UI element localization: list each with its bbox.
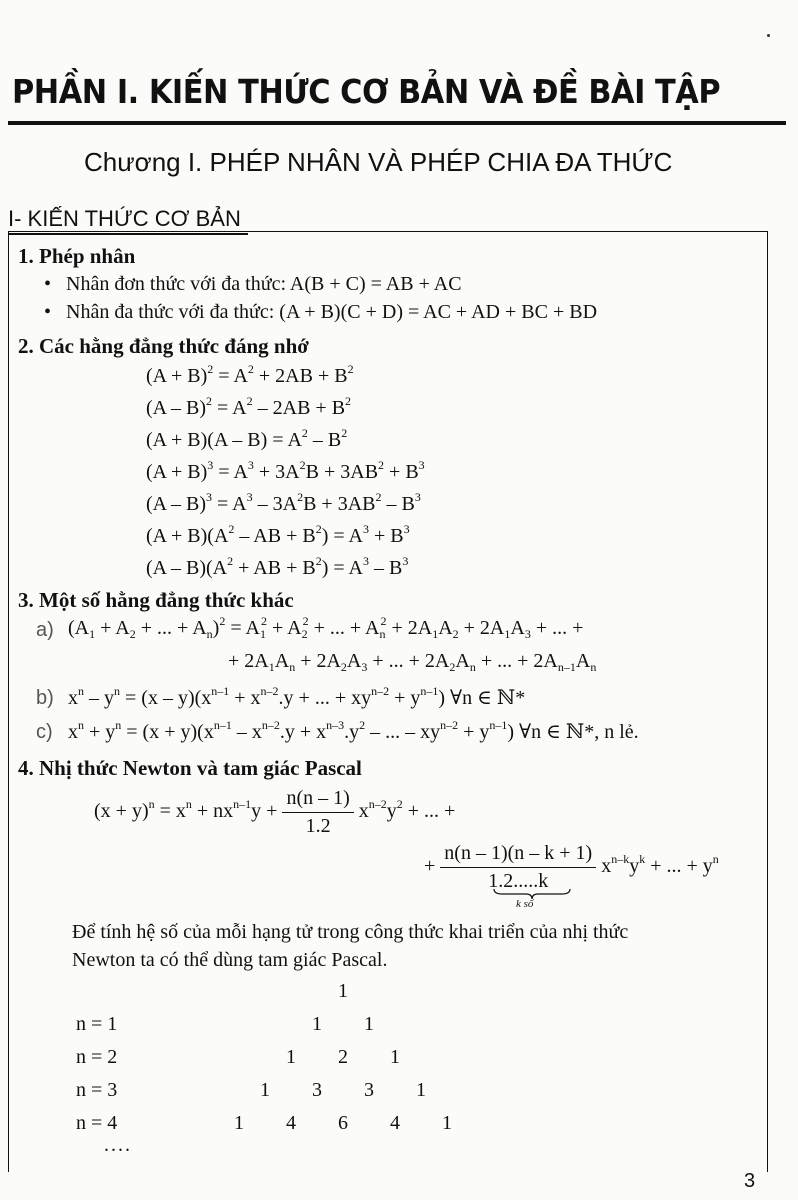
pascal-intro-line-1: Để tính hệ số của mỗi hạng tử trong công thức khai triển của nhị thức xyxy=(72,921,629,943)
pascal-coefficient: 1 xyxy=(286,1046,296,1068)
pascal-coefficient: 1 xyxy=(234,1112,244,1134)
identity-cube-difference: $(A - B)^3 = A^3 - 3A^2B + 3AB^2 - B^3$ xyxy=(146,490,421,515)
bullet-polynomial-polynomial: • Nhân đa thức với đa thức: (A + B)(C + D) = AC + AD + BC + BD xyxy=(66,301,597,324)
pascal-coefficient: 1 xyxy=(390,1046,400,1068)
pascal-coefficient: 1 xyxy=(260,1079,270,1101)
heading-phep-nhan: 1. Phép nhân xyxy=(18,244,136,268)
page-number: 3 xyxy=(744,1170,756,1192)
underbrace-note: k số xyxy=(516,898,534,910)
formula-newton-binomial-2: + $\frac{n(n - 1)(n - k + 1)}{1.2.....k}$ $x^{n-k}y^k$ + ... + $y^n$ xyxy=(424,842,719,892)
pascal-coefficient: 4 xyxy=(390,1112,400,1134)
heading-hang-dang-thuc: 2. Các hằng đẳng thức đáng nhớ xyxy=(18,334,309,358)
pascal-coefficient: 1 xyxy=(416,1079,426,1101)
pascal-ellipsis: .... xyxy=(104,1134,132,1156)
chapter-title: Chương I. PHÉP NHÂN VÀ PHÉP CHIA ĐA THỨC xyxy=(84,147,673,177)
identity-cube-sum: $(A + B)^3 = A^3 + 3A^2B + 3AB^2 + B^3$ xyxy=(146,458,425,483)
identity-difference-of-cubes: $(A - B)(A^2$ + AB + $B^2) = A^3 - B^3$ xyxy=(146,554,409,579)
pascal-intro-line-2: Newton ta có thể dùng tam giác Pascal. xyxy=(72,949,388,971)
formula-newton-binomial-1: $(x + y)^n = x^n + nx^{n-1}y$ + $\frac{n(n - 1)}{1.2}$ $x^{n-2}y^2$ + ... + xyxy=(94,787,456,837)
fraction-general-coefficient: $\frac{n(n - 1)(n - k + 1)}{1.2.....k}$ xyxy=(440,842,596,893)
formula-multinomial-square-2: + $2A_1A_n + 2A_2A_3$ + ... + $2A_2A_n$ + ... + $2A_{n-1}A_n$ xyxy=(228,650,597,674)
pascal-coefficient: 1 xyxy=(442,1112,452,1134)
heading-hang-dang-thuc-khac: 3. Một số hằng đẳng thức khác xyxy=(18,588,294,612)
pascal-coefficient: 6 xyxy=(338,1112,348,1134)
fraction-second-coefficient: $\frac{n(n - 1)}{1.2}$ xyxy=(282,787,353,838)
pascal-row-label: n = 3 xyxy=(76,1079,118,1101)
identity-square-sum: $(A + B)^2 = A^2 + 2AB + B^2$ xyxy=(146,362,354,387)
pascal-coefficient: 1 xyxy=(312,1013,322,1035)
odd-n-condition: n lẻ. xyxy=(604,721,639,743)
identity-difference-of-squares: $(A + B)(A - B) = A^2 - B^2$ xyxy=(146,426,348,451)
pascal-row-label: n = 4 xyxy=(76,1112,118,1134)
part-title-rule xyxy=(8,121,786,125)
identity-sum-of-cubes: $(A + B)(A^2$ – AB + $B^2) = A^3 + B^3$ xyxy=(146,522,410,547)
pascal-coefficient: 4 xyxy=(286,1112,296,1134)
pascal-coefficient: 3 xyxy=(364,1079,374,1101)
pascal-coefficient: 1 xyxy=(364,1013,374,1035)
pascal-row-label: n = 2 xyxy=(76,1046,118,1068)
pascal-row-label: n = 1 xyxy=(76,1013,118,1035)
part-title: PHẦN I. KIẾN THỨC CƠ BẢN VÀ ĐỀ BÀI TẬP xyxy=(12,72,721,111)
pascal-coefficient: 1 xyxy=(338,980,348,1002)
formula-difference-of-powers: $x^n - y^n = (x - y)(x^{n-1} + x^{n-2}.y$ + ... + $xy^{n-2} + y^{n-1}$) ∀n ∈ ℕ* xyxy=(68,684,526,709)
identity-square-difference: $(A - B)^2 = A^2 - 2AB + B^2$ xyxy=(146,394,352,419)
heading-newton-pascal: 4. Nhị thức Newton và tam giác Pascal xyxy=(18,756,362,780)
item-b-label: b) xyxy=(36,687,54,709)
formula-multinomial-square-1: ($A_1 + A_2$ + ... + $A_n)^2 = A_1^2 + A_2^2$ + ... + $A_n^2 + 2A_1A_2 + 2A_1A_3$ + ... + xyxy=(68,614,584,641)
item-a-label: a) xyxy=(36,619,54,641)
pascal-coefficient: 3 xyxy=(312,1079,322,1101)
scan-speck xyxy=(767,34,770,37)
item-c-label: c) xyxy=(36,721,53,743)
bullet-monomial-polynomial: • Nhân đơn thức với đa thức: A(B + C) = AB + AC xyxy=(66,273,462,296)
pascal-coefficient: 2 xyxy=(338,1046,348,1068)
formula-sum-of-powers: $x^n + y^n = (x + y)(x^{n-1} - x^{n-2}.y + x^{n-3}.y^2$ – ... – $xy^{n-2} + y^{n-1}$) ∀n ∈ ℕ*, n lẻ. xyxy=(68,718,639,743)
section-title: I- KIẾN THỨC CƠ BẢN xyxy=(8,206,241,231)
